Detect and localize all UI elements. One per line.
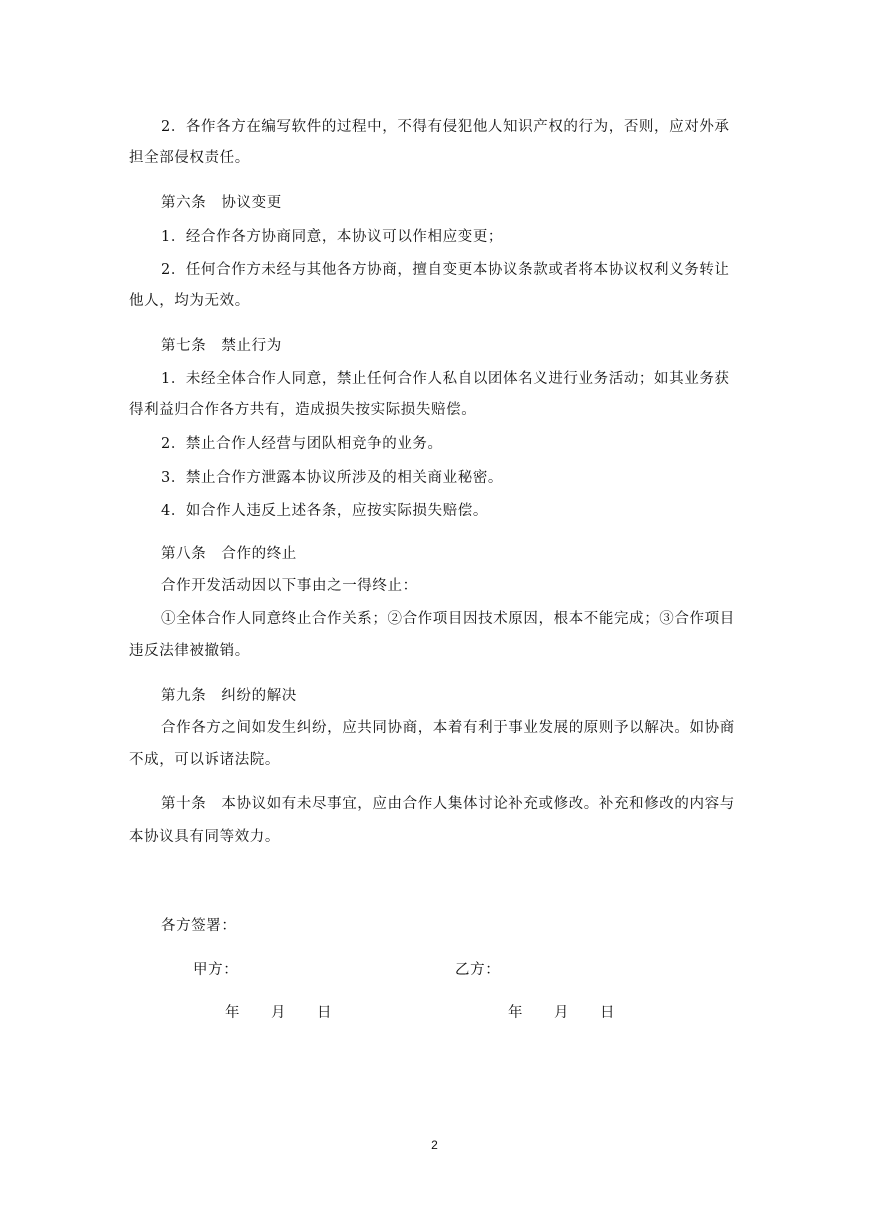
paragraph-line: 得利益归合作各方共有，造成损失按实际损失赔偿。 (129, 402, 477, 418)
party-a-day-label: 日 (317, 1005, 333, 1021)
paragraph-line: 第十条 本协议如有未尽事宜，应由合作人集体讨论补充或修改。补充和修改的内容与 (161, 796, 735, 812)
section-heading: 第七条 禁止行为 (161, 338, 282, 354)
party-b-year-label: 年 (508, 1005, 524, 1021)
paragraph-line: 本协议具有同等效力。 (129, 829, 280, 845)
signature-heading: 各方签署： (161, 918, 237, 934)
paragraph-line: 他人，均为无效。 (129, 293, 250, 309)
paragraph-line: 担全部侵权责任。 (129, 150, 250, 166)
paragraph-line: 1．未经全体合作人同意，禁止任何合作人私自以团体名义进行业务活动；如其业务获 (161, 371, 730, 387)
paragraph-line: 2．各作各方在编写软件的过程中，不得有侵犯他人知识产权的行为，否则，应对外承 (161, 119, 730, 135)
section-heading: 第九条 纠纷的解决 (161, 688, 297, 704)
paragraph-line: 3．禁止合作方泄露本协议所涉及的相关商业秘密。 (161, 470, 504, 486)
section-heading: 第六条 协议变更 (161, 195, 282, 211)
party-a-label: 甲方： (193, 962, 239, 978)
paragraph-line: 合作开发活动因以下事由之一得终止： (161, 578, 418, 594)
paragraph-line: 2．任何合作方未经与其他各方协商，擅自变更本协议条款或者将本协议权利义务转让 (161, 262, 730, 278)
party-b-month-label: 月 (554, 1005, 570, 1021)
paragraph-line: 不成，可以诉诸法院。 (129, 752, 280, 768)
section-heading: 第八条 合作的终止 (161, 546, 297, 562)
party-a-year-label: 年 (225, 1005, 241, 1021)
paragraph-line: 1．经合作各方协商同意，本协议可以作相应变更； (161, 229, 504, 245)
party-a-month-label: 月 (271, 1005, 287, 1021)
party-b-label: 乙方： (455, 962, 501, 978)
paragraph-line: 合作各方之间如发生纠纷，应共同协商，本着有利于事业发展的原则予以解决。如协商 (161, 720, 735, 736)
paragraph-line: ①全体合作人同意终止合作关系；②合作项目因技术原因，根本不能完成；③合作项目 (161, 611, 735, 627)
page-number: 2 (431, 1138, 438, 1152)
party-b-day-label: 日 (600, 1005, 616, 1021)
paragraph-line: 2．禁止合作人经营与团队相竞争的业务。 (161, 436, 443, 452)
paragraph-line: 4．如合作人违反上述各条，应按实际损失赔偿。 (161, 503, 488, 519)
paragraph-line: 违反法律被撤销。 (129, 643, 250, 659)
